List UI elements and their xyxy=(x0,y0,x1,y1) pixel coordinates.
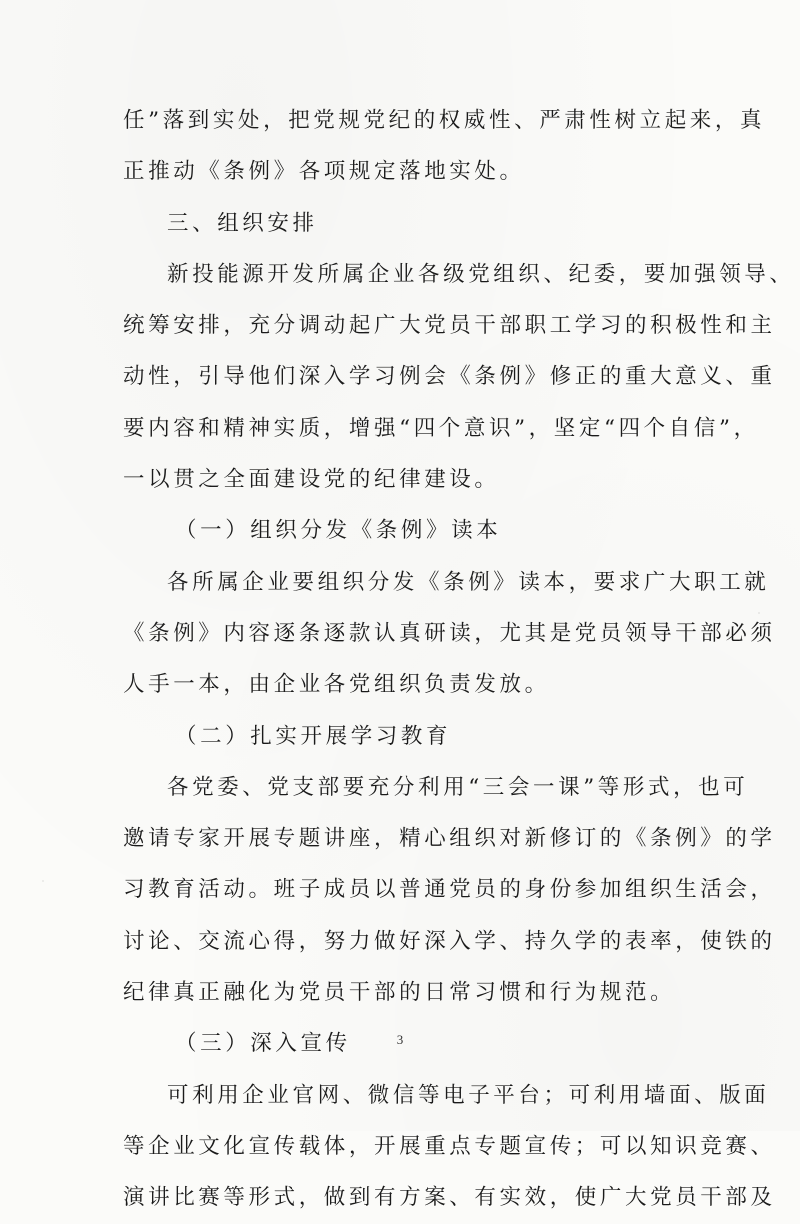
body-line-14: 各党委、党支部要充分利用“三会一课”等形式，也可 xyxy=(167,774,749,800)
subheading-distribute: （一）组织分发《条例》读本 xyxy=(175,518,502,544)
body-line-4: 新投能源开发所属企业各级党组织、纪委，要加强领导、 xyxy=(167,261,795,287)
body-line-7: 要内容和精神实质，增强“四个意识”，坚定“四个自信”， xyxy=(123,415,759,441)
page-number: 3 xyxy=(396,1032,404,1047)
body-line-8: 一以贯之全面建设党的纪律建设。 xyxy=(123,467,500,493)
body-line-6: 动性，引导他们深入学习例会《条例》修正的重大意义、重 xyxy=(123,364,776,390)
body-line-22: 演讲比赛等形式，做到有方案、有实效，使广大党员干部及 xyxy=(123,1185,776,1211)
subheading-study: （二）扎实开展学习教育 xyxy=(175,723,452,749)
subheading-publicity: （三）深入宣传 xyxy=(175,1031,351,1057)
section-heading-organization: 三、组织安排 xyxy=(167,210,318,236)
body-line-20: 可利用企业官网、微信等电子平台；可利用墙面、版面 xyxy=(167,1082,770,1108)
body-line-10: 各所属企业要组织分发《条例》读本，要求广大职工就 xyxy=(167,569,770,595)
body-line-17: 讨论、交流心得，努力做好深入学、持久学的表率，使铁的 xyxy=(123,928,776,954)
body-line-5: 统筹安排，充分调动起广大党员干部职工学习的积极性和主 xyxy=(123,313,776,339)
body-line-21: 等企业文化宣传载体，开展重点专题宣传；可以知识竞赛、 xyxy=(123,1133,776,1159)
scan-speck xyxy=(42,880,44,882)
body-line-2: 正推动《条例》各项规定落地实处。 xyxy=(123,159,525,185)
body-line-15: 邀请专家开展专题讲座，精心组织对新修订的《条例》的学 xyxy=(123,826,776,852)
body-line-11: 《条例》内容逐条逐款认真研读，尤其是党员领导干部必须 xyxy=(123,620,776,646)
body-line-12: 人手一本，由企业各党组织负责发放。 xyxy=(123,672,550,698)
scan-speck xyxy=(758,612,760,614)
document-body xyxy=(123,95,795,1224)
body-line-1: 任”落到实处，把党规党纪的权威性、严肃性树立起来，真 xyxy=(123,108,766,133)
body-line-16: 习教育活动。班子成员以普通党员的身份参加组织生活会， xyxy=(123,877,776,903)
body-line-18: 纪律真正融化为党员干部的日常习惯和行为规范。 xyxy=(123,980,676,1006)
